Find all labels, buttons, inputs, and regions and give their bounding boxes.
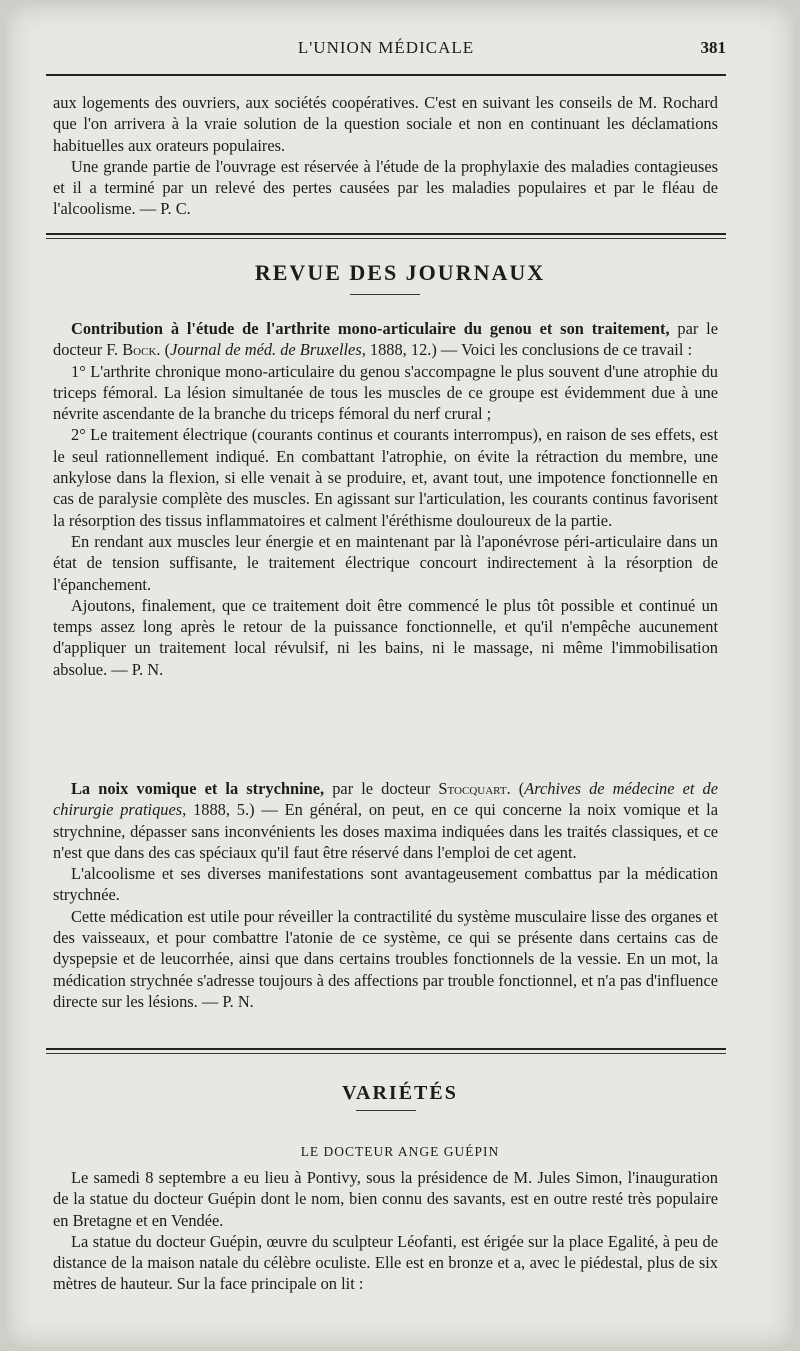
article-stocquart-paragraph-2: Cette médication est utile pour réveiller la contractilité du système musculaire lisse des organes et des vaisseaux, et pour combattre l'atonie de ce système, ce qui se présente dans certains cas de dyspepsie et de leucorrhée, ainsi que dans certains troubles fonctionnels de la vessie. En un mot, la médication strychnée s'adresse toujours à des affections par trouble fonctionnel, et n'a pas d'influence directe sur les lésions. — P. N. (53, 906, 718, 1011)
article-bock-source-pre: . ( (156, 340, 171, 360)
article-stocquart-heading (53, 778, 718, 863)
article-bock-paragraph-4: Ajoutons, finalement, que ce traitement doit être commencé le plus tôt possible et continué un temps assez long après le retour de la puissance fonctionnelle, et qu'il n'empêche aucunement d'appliquer un traitement local révulsif, ni les bains, ni le massage, ni même l'immobilisation absolue. — P. N. (53, 595, 718, 679)
article-bock-paragraph-2: 2° Le traitement électrique (courants continus et courants interrompus), en raison de ses effets, est le seul rationnellement indiqué. En combattant l'atrophie, on évite la rétraction du membre, une ankylose dans la flexion, si elle venait à se produire, et, avant tout, une impotence fonctionnelle en cas de paralysie complète des muscles. En agissant sur l'articulation, les courants continus favorisent la résorption des tissus inflammatoires et calment l'éréthisme douloureux de la partie. (53, 425, 718, 530)
article-bock-by: par le docteur F. (53, 319, 719, 360)
section-rule-top-1 (46, 233, 726, 235)
article-bock-journal: Journal de méd. de Bruxelles (170, 340, 362, 360)
article-bock-author: Bock (122, 340, 157, 360)
section-rule-bottom-1 (46, 1048, 726, 1050)
article-bock-paragraph-1: 1° L'arthrite chronique mono-articulaire du genou s'accompagne le plus souvent d'une atrophie du triceps fémoral. La lésion simultanée de tous les muscles de ce groupe est évidemment due à une névrite ascendante de la branche du triceps fémoral du nerf crural ; (53, 361, 718, 424)
revue-title-underline (350, 294, 420, 295)
varietes-subhead: LE DOCTEUR ANGE GUÉPIN (300, 1144, 500, 1159)
article-bock-source-post: , 1888, 12.) — Voici les conclusions de ce travail : (361, 340, 693, 360)
section-rule-top-2 (46, 238, 726, 239)
running-title: L'UNION MÉDICALE (297, 38, 475, 57)
article-bock (53, 318, 718, 680)
article-bock-paragraph-3: En rendant aux muscles leur énergie et en maintenant par là l'aponévrose péri-articulaire dans un état de tension suffisante, le traitement électrique concourt indirectement à la résorption de l'épanchement. (53, 531, 718, 594)
article-stocquart-source-pre: . ( (506, 779, 525, 798)
varietes-title-underline (356, 1110, 416, 1111)
intro-paragraph-2: Une grande partie de l'ouvrage est réservée à l'étude de la prophylaxie des maladies contagieuses et il a terminé par un relevé des pertes causées par les maladies populaires et par le fléau de l'alcoolisme. — P. C. (53, 156, 718, 219)
varietes-paragraph-2: La statue du docteur Guépin, œuvre du sculpteur Léofanti, est érigée sur la place Egalité, à peu de distance de la maison natale du célèbre oculiste. Elle est en bronze et a, avec le piédestal, plus de six mètres de hauteur. Sur la face principale on lit : (53, 1231, 718, 1294)
page-header (46, 38, 726, 68)
article-stocquart (53, 778, 718, 1012)
varietes-text (53, 1167, 718, 1295)
section-rule-bottom-2 (46, 1053, 726, 1054)
article-bock-title: Contribution à l'étude de l'arthrite mono-articulaire du genou et son traitement, (71, 319, 670, 338)
intro-text (53, 92, 718, 220)
article-stocquart-author: Stocquart (438, 779, 507, 798)
revue-section-title: REVUE DES JOURNAUX (254, 260, 546, 285)
intro-paragraph-1: aux logements des ouvriers, aux sociétés coopératives. C'est en suivant les conseils de M. Rochard que l'on arrivera à la vraie solution de la question sociale et non en continuant les déclamations habituelles aux orateurs populaires. (53, 93, 718, 155)
varietes-section-title: VARIÉTÉS (342, 1082, 458, 1104)
page-number: 381 (700, 38, 726, 57)
article-stocquart-journal: Archives de médecine et de chirurgie pratiques (53, 779, 719, 820)
article-stocquart-paragraph-1: L'alcoolisme et ses diverses manifestations sont avantageusement combattus par la médication strychnée. (53, 864, 718, 905)
varietes-paragraph-1: Le samedi 8 septembre a eu lieu à Pontivy, sous la présidence de M. Jules Simon, l'inauguration de la statue du docteur Guépin dont le nom, bien connu des savants, est en outre resté très populaire en Bretagne et en Vendée. (53, 1168, 718, 1230)
article-bock-heading (53, 318, 718, 361)
article-stocquart-source-post: , 1888, 5.) — En général, on peut, en ce qui concerne la noix vomique et la strychnine, dépasser sans inconvénients les doses maxima indiquées dans les traités classiques, et ce n'est que dans des cas spéciaux qu'il faut être réservé dans l'emploi de cet agent. (53, 800, 718, 862)
header-rule (46, 74, 726, 76)
article-stocquart-title: La noix vomique et la strychnine, (71, 779, 325, 798)
article-stocquart-by: par le docteur (324, 779, 439, 798)
page (6, 4, 794, 1347)
